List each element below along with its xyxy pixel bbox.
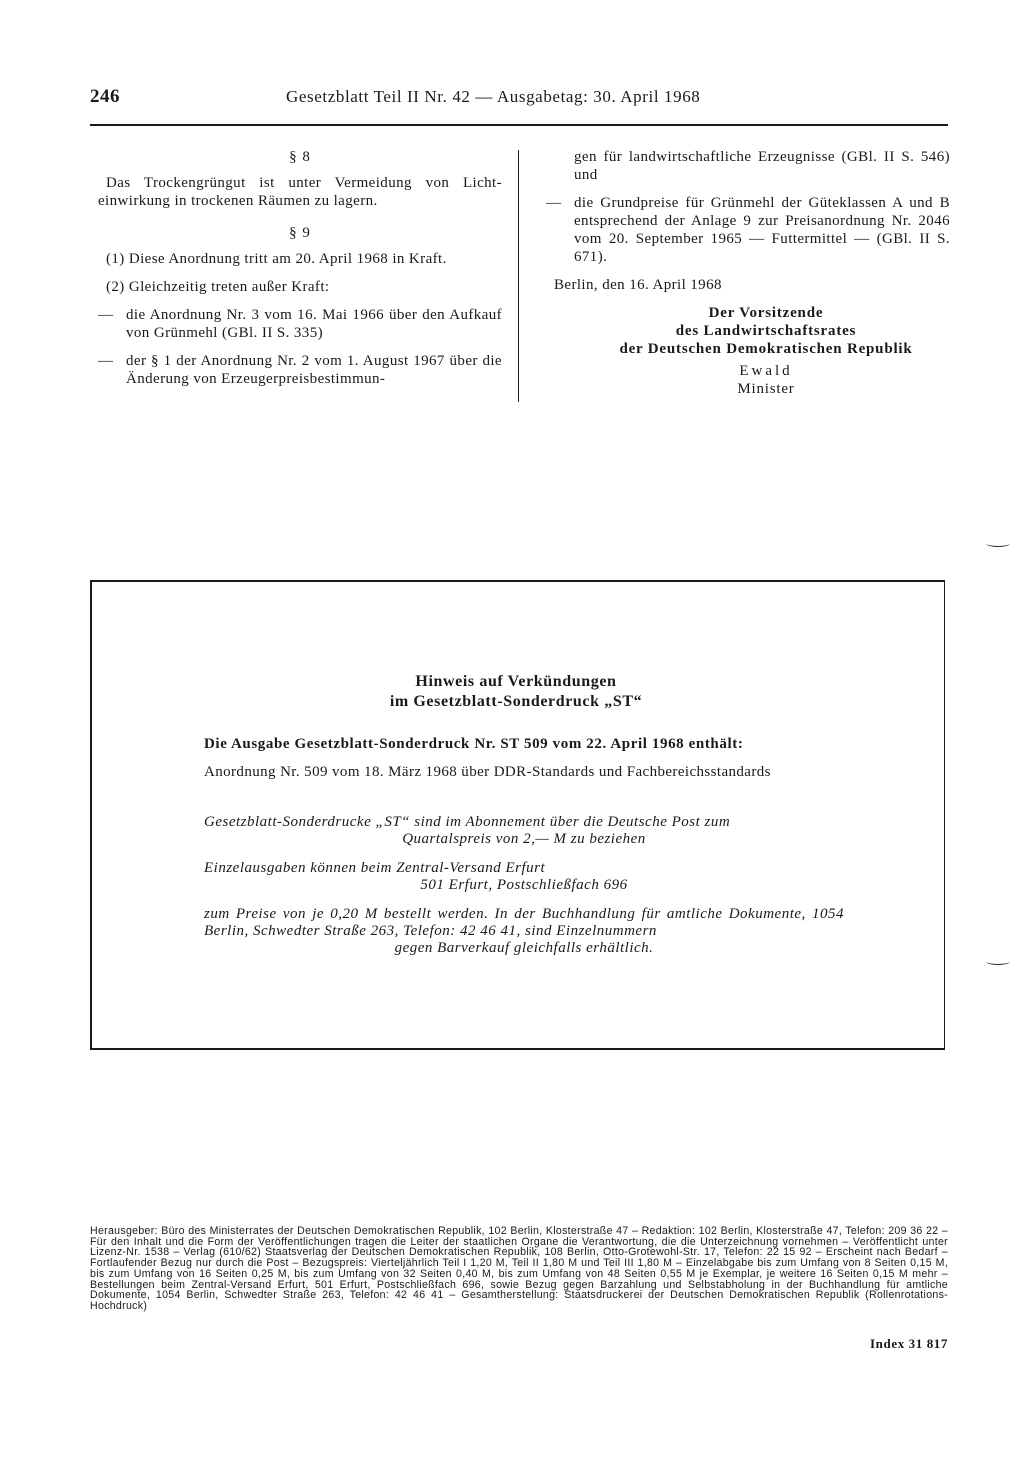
repeal-item-1 (98, 306, 502, 342)
notice-subscription (204, 814, 844, 848)
dash-marker: — (546, 195, 562, 211)
notice-single-issues (204, 860, 844, 894)
section-9-paragraph-2: (2) Gleichzeitig treten außer Kraft: (106, 279, 330, 295)
section-9-paragraph-1: (1) Diese Anordnung tritt am 20. April 1968 in Kraft. (106, 251, 447, 267)
gazette-header-title: Gesetzblatt Teil II Nr. 42 — Ausgabetag: 30. April 1968 (286, 87, 701, 106)
scan-mark (986, 540, 1010, 547)
notice-title-line-1: Hinweis auf Verkündungen (415, 673, 617, 690)
place-date: Berlin, den 16. April 1968 (554, 277, 722, 293)
notice-content: Anordnung Nr. 509 vom 18. März 1968 über DDR-Standards und Fachbereichsstandards (204, 764, 771, 780)
signatory-line-3: der Deutschen Demokratischen Republik (619, 341, 913, 357)
repeal-item-3-text: die Grundpreise für Grünmehl der Güteklassen A und B entsprechend der Anlage 9 zur Preisanordnung Nr. 2046 vom 20. September 1965 — Futtermittel — (GBl. II S. 671). (574, 195, 950, 265)
imprint: Herausgeber: Büro des Ministerrates der Deutschen Demokratischen Republik, 102 Berlin, Klosterstraße 47 – Redaktion: 102 Berlin, Klosterstraße 47, Telefon: 209 36 22 – Für den Inhalt und die Form der Veröffentlichungen tragen die Leiter der staatlichen Organe die Verantwortung, die die Unterzeichnung vornehmen – Veröffentlicht unter Lizenz-Nr. 1538 – Verlag (610/62) Staatsverlag der Deutschen Demokratischen Republik, 108 Berlin, Otto-Grotewohl-Str. 17, Telefon: 22 15 92 – Erscheint nach Bedarf – Fortlaufender Bezug nur durch die Post – Bezugspreis: Vierteljährlich Teil I 1,20 M, Teil II 1,80 M und Teil III 1,80 M – Einzelabgabe bis zum Umfang von 8 Seiten 0,15 M, bis zum Umfang von 16 Seiten 0,25 M, bis zum Umfang von 32 Seiten 0,40 M, bis zum Umfang von 48 Seiten 0,55 M je Exemplar, je weitere 16 Seiten 0,15 M mehr – Bestellungen beim Zentral-Versand Erfurt, 501 Erfurt, Postschließfach 696, sowie Bezug gegen Barzahlung und Selbstabholung in der Buchhandlung für amtliche Dokumente, 1054 Berlin, Schwedter Straße 263, Telefon: 42 46 41 – Gesamtherstellung: Staatsdruckerei der Deutschen Demokratischen Republik (Rollenrotations-Hochdruck) (90, 1225, 948, 1312)
notice-price (204, 906, 844, 957)
notice-title-line-2: im Gesetzblatt-Sonderdruck „ST“ (389, 693, 643, 710)
notice-single-line-2: 501 Erfurt, Postschließfach 696 (420, 877, 628, 893)
dash-marker: — (98, 307, 114, 323)
repeal-item-3 (546, 194, 950, 266)
signatory-name: Ewald (739, 363, 793, 379)
repeal-item-2-text: der § 1 der Anordnung Nr. 2 vom 1. August 1967 über die Änderung von Erzeugerpreisbestimmun- (126, 353, 502, 387)
notice-subscription-line-2: Quartalspreis von 2,— M zu beziehen (402, 831, 646, 847)
page-number: 246 (90, 86, 120, 107)
notice-single-line-1: Einzelausgaben können beim Zentral-Versand Erfurt (204, 860, 546, 876)
column-divider (518, 150, 519, 402)
notice-title (90, 672, 942, 712)
notice-subscription-line-1: Gesetzblatt-Sonderdrucke „ST“ sind im Abonnement über die Deutsche Post zum (204, 814, 731, 830)
signatory-line-1: Der Vorsitzende (708, 305, 824, 321)
repeal-item-2-continuation (546, 148, 950, 184)
section-8-heading: § 8 (289, 149, 311, 165)
repeal-item-1-text: die Anordnung Nr. 3 vom 16. Mai 1966 über den Aufkauf von Grünmehl (GBl. II S. 335) (126, 307, 502, 341)
notice-price-last: gegen Barverkauf gleichfalls erhältlich. (394, 940, 654, 956)
section-9-heading: § 9 (289, 225, 311, 241)
signatory-line-2: des Landwirtschaftsrates (675, 323, 857, 339)
notice-price-text: zum Preise von je 0,20 M bestellt werden. In der Buchhandlung für amtliche Dokumente, 1054 Berlin, Schwedter Straße 263, Telefon: 42 46 41, sind Einzelnummern (204, 906, 844, 939)
scan-mark (986, 958, 1010, 965)
repeal-item-2-continuation-text: gen für landwirtschaftliche Erzeugnisse (GBl. II S. 546) und (574, 149, 950, 183)
section-8-text: Das Trockengrüngut ist unter Vermeidung von Licht-einwirkung in trockenen Räumen zu lagern. (98, 175, 502, 209)
left-column (98, 148, 502, 388)
dash-marker: — (98, 353, 114, 369)
notice-edition: Die Ausgabe Gesetzblatt-Sonderdruck Nr. ST 509 vom 22. April 1968 enthält: (204, 736, 744, 752)
repeal-item-2 (98, 352, 502, 388)
signatory-role: Minister (737, 381, 795, 397)
index-number: Index 31 817 (870, 1336, 948, 1351)
right-column (546, 148, 950, 398)
header-rule (90, 124, 948, 126)
